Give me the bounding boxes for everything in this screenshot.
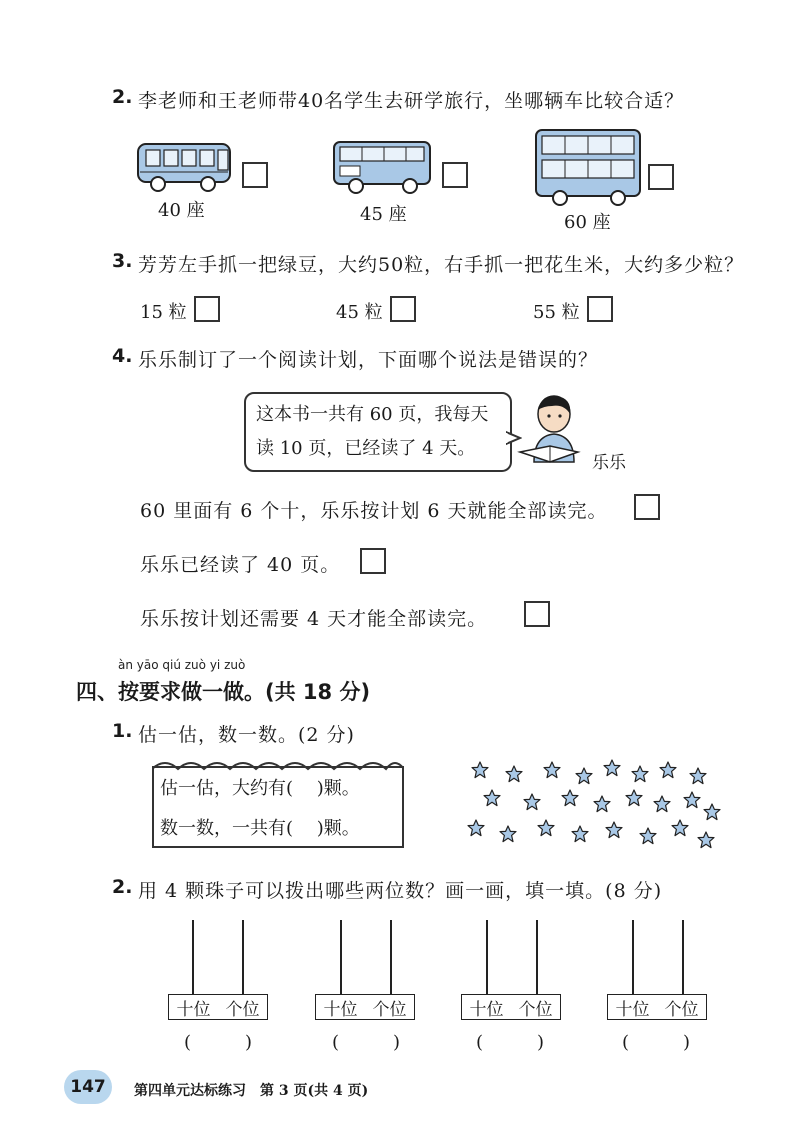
abacus-1-base (168, 994, 268, 1020)
abacus-3-tens-label: 十位 (469, 999, 504, 1020)
abacus-2-base (315, 994, 415, 1020)
q3-answer-box-3[interactable] (587, 296, 613, 322)
q3-number: 3. (112, 250, 133, 272)
q4-statement-1: 60 里面有 6 个十，乐乐按计划 6 天就能全部读完。 (140, 500, 608, 522)
q4-number: 4. (112, 345, 133, 367)
bubble-line-1: 这本书一共有 60 页，我每天 (256, 404, 489, 425)
q4-answer-box-1[interactable] (634, 494, 660, 520)
q3-option-3: 55 粒 (533, 302, 580, 323)
abacus-2-tens-rod[interactable] (340, 920, 342, 996)
estimate-card (152, 766, 404, 848)
abacus-4-base (607, 994, 707, 1020)
bus-40-label: 40 座 (158, 200, 205, 221)
q2-answer-box-1[interactable] (242, 162, 268, 188)
s4q1-number: 1. (112, 720, 133, 742)
abacus-1-ones-label: 个位 (225, 999, 260, 1020)
abacus-3-ones-rod[interactable] (536, 920, 538, 996)
bus-45-icon (332, 138, 432, 196)
q3-answer-box-1[interactable] (194, 296, 220, 322)
page-number-badge: 147 (64, 1070, 112, 1104)
q4-statement-2: 乐乐已经读了 40 页。 (140, 554, 341, 576)
abacus-1-ones-rod[interactable] (242, 920, 244, 996)
abacus-4-ones-label: 个位 (664, 999, 699, 1020)
abacus-2-answer-blank[interactable]: ( ) (332, 1032, 401, 1053)
abacus-3-ones-label: 个位 (518, 999, 553, 1020)
character-name-label: 乐乐 (592, 453, 626, 473)
abacus-4-answer-blank[interactable]: ( ) (622, 1032, 691, 1053)
abacus-1-tens-rod[interactable] (192, 920, 194, 996)
card-scallop-icon (152, 759, 404, 773)
abacus-1-answer-blank[interactable]: ( ) (184, 1032, 253, 1053)
q4-answer-box-2[interactable] (360, 548, 386, 574)
abacus-2-ones-label: 个位 (372, 999, 407, 1020)
q4-answer-box-3[interactable] (524, 601, 550, 627)
q2-answer-box-2[interactable] (442, 162, 468, 188)
abacus-3-answer-blank[interactable]: ( ) (476, 1032, 545, 1053)
reading-boy-icon (516, 392, 586, 468)
q4-text: 乐乐制订了一个阅读计划，下面哪个说法是错误的？ (138, 349, 599, 371)
count-line: 数一数，一共有( )颗。 (160, 818, 360, 839)
q2-answer-box-3[interactable] (648, 164, 674, 190)
s4q2-number: 2. (112, 876, 133, 898)
section4-title: 四、按要求做一做。(共 18 分) (76, 680, 371, 704)
estimate-line: 估一估，大约有( )颗。 (160, 778, 360, 799)
bus-40-icon (136, 140, 232, 194)
s4q1-text: 估一估，数一数。(2 分) (138, 724, 355, 746)
stars-cluster-icon (462, 758, 722, 854)
q3-option-1: 15 粒 (140, 302, 187, 323)
q4-statement-3: 乐乐按计划还需要 4 天才能全部读完。 (140, 608, 488, 630)
abacus-2-tens-label: 十位 (323, 999, 358, 1020)
q2-number: 2. (112, 86, 133, 108)
footer-text: 第四单元达标练习 第 3 页(共 4 页) (134, 1083, 369, 1099)
abacus-3-base (461, 994, 561, 1020)
abacus-3-tens-rod[interactable] (486, 920, 488, 996)
abacus-4-tens-label: 十位 (615, 999, 650, 1020)
bus-45-label: 45 座 (360, 204, 407, 225)
abacus-1-tens-label: 十位 (176, 999, 211, 1020)
abacus-4-tens-rod[interactable] (632, 920, 634, 996)
q3-answer-box-2[interactable] (390, 296, 416, 322)
bus-60-icon (534, 128, 642, 206)
q3-text: 芳芳左手抓一把绿豆，大约50粒，右手抓一把花生米，大约多少粒？ (138, 254, 745, 276)
q2-text: 李老师和王老师带40名学生去研学旅行，坐哪辆车比较合适？ (138, 90, 685, 112)
abacus-4-ones-rod[interactable] (682, 920, 684, 996)
speech-bubble (244, 392, 512, 472)
bus-60-label: 60 座 (564, 212, 611, 233)
bubble-line-2: 读 10 页，已经读了 4 天。 (256, 438, 476, 459)
s4q2-text: 用 4 颗珠子可以拨出哪些两位数？画一画，填一填。(8 分) (138, 880, 663, 902)
abacus-2-ones-rod[interactable] (390, 920, 392, 996)
q3-option-2: 45 粒 (336, 302, 383, 323)
section4-pinyin: àn yāo qiú zuò yi zuò (118, 658, 246, 672)
